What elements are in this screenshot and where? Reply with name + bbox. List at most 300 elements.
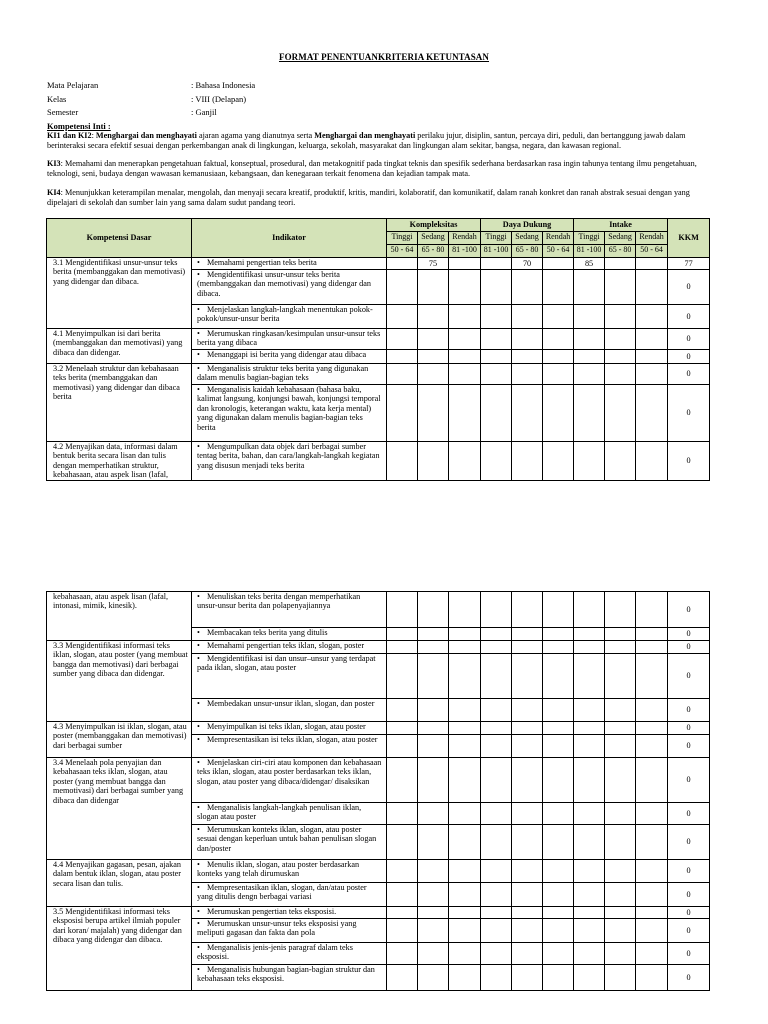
- value-cell[interactable]: [636, 442, 668, 481]
- value-cell[interactable]: [574, 735, 605, 758]
- value-cell[interactable]: [574, 907, 605, 919]
- header-range: 81 -100: [449, 245, 481, 258]
- value-cell[interactable]: [543, 699, 574, 722]
- value-cell[interactable]: [605, 270, 636, 305]
- value-cell[interactable]: [543, 385, 574, 442]
- value-cell[interactable]: [605, 735, 636, 758]
- value-cell[interactable]: [481, 270, 512, 305]
- value-cell[interactable]: [418, 943, 449, 965]
- indikator-text: Menganalisis kaidah kebahasaan (bahasa baku, kalimat langsung, konjungsi bawah, konjungsi temporal dan kronologis, keterangan waktu, kata kerja mental) yang digunakan dalam menulis bagian-bagian teks berita: [197, 385, 381, 432]
- value-cell[interactable]: [387, 641, 418, 654]
- value-cell[interactable]: [387, 965, 418, 991]
- value-cell[interactable]: [387, 654, 418, 699]
- value-cell[interactable]: [636, 860, 668, 883]
- value-cell[interactable]: [512, 919, 543, 943]
- bullet-icon: •: [197, 825, 200, 834]
- value-cell[interactable]: [418, 919, 449, 943]
- indikator-text: Mempresentasikan iklan, slogan, dan/atau poster yang ditulis dengn berbagai variasi: [197, 883, 367, 902]
- value-cell[interactable]: [418, 965, 449, 991]
- value-cell[interactable]: [543, 735, 574, 758]
- value-cell[interactable]: [636, 654, 668, 699]
- header-range: 81 -100: [574, 245, 605, 258]
- value-cell[interactable]: [574, 883, 605, 907]
- value-cell[interactable]: [387, 758, 418, 803]
- header-daya-dukung: Daya Dukung: [481, 219, 574, 232]
- header-range: 81 -100: [481, 245, 512, 258]
- value-cell[interactable]: [481, 965, 512, 991]
- value-cell[interactable]: [636, 883, 668, 907]
- value-cell[interactable]: [387, 803, 418, 825]
- value-cell[interactable]: [605, 943, 636, 965]
- value-cell[interactable]: [636, 699, 668, 722]
- kkm-cell: 0: [668, 329, 710, 350]
- value-cell[interactable]: [512, 654, 543, 699]
- value-cell[interactable]: [543, 883, 574, 907]
- value-cell[interactable]: [543, 641, 574, 654]
- value-cell[interactable]: [636, 641, 668, 654]
- value-cell[interactable]: [512, 270, 543, 305]
- header-intake: Intake: [574, 219, 668, 232]
- header-level: Sedang: [418, 232, 449, 245]
- value-cell[interactable]: [481, 722, 512, 735]
- value-cell[interactable]: [605, 965, 636, 991]
- value-cell[interactable]: [636, 364, 668, 385]
- value-cell[interactable]: [449, 722, 481, 735]
- value-cell[interactable]: [512, 628, 543, 641]
- kompetensi-dasar-cell: 4.4 Menyajikan gagasan, pesan, ajakan dalam bentuk iklan, slogan, atau poster secara lisan dan tulis.: [47, 860, 192, 907]
- value-cell[interactable]: [512, 305, 543, 329]
- value-cell[interactable]: [418, 860, 449, 883]
- bullet-icon: •: [197, 442, 200, 451]
- value-cell[interactable]: [605, 758, 636, 803]
- value-cell[interactable]: [481, 654, 512, 699]
- indikator-text: Menjelaskan ciri-ciri atau komponen dan kebahasaan teks iklan, slogan, atau poster berdasarkan teks iklan, slogan, atau poster yang dibaca/didengar/ disaksikan: [197, 758, 382, 786]
- kkm-cell: 0: [668, 628, 710, 641]
- value-cell[interactable]: [636, 628, 668, 641]
- value-cell[interactable]: [512, 825, 543, 860]
- value-cell[interactable]: [481, 803, 512, 825]
- value-cell[interactable]: [481, 883, 512, 907]
- value-cell[interactable]: [481, 907, 512, 919]
- value-cell[interactable]: [605, 907, 636, 919]
- bullet-icon: •: [197, 270, 200, 279]
- value-cell[interactable]: [387, 722, 418, 735]
- value-cell[interactable]: [387, 385, 418, 442]
- kompetensi-dasar-cell: 4.2 Menyajikan data, informasi dalam bentuk berita secara lisan dan tulis dengan memperhatikan struktur, kebahasaan, atau aspek lisan (lafal,: [47, 442, 192, 481]
- indikator-cell: [192, 907, 387, 919]
- indikator-cell: [192, 965, 387, 991]
- ki12-sep: :: [91, 131, 96, 140]
- indikator-cell: [192, 592, 387, 628]
- value-cell[interactable]: [449, 592, 481, 628]
- indikator-text: Menyimpulkan isi teks iklan, slogan, atau poster: [207, 722, 366, 731]
- bullet-icon: •: [197, 305, 200, 314]
- value-cell[interactable]: [574, 641, 605, 654]
- header-level: Tinggi: [574, 232, 605, 245]
- value-cell[interactable]: [449, 305, 481, 329]
- value-cell[interactable]: [636, 305, 668, 329]
- value-cell[interactable]: [418, 641, 449, 654]
- value-cell[interactable]: [512, 943, 543, 965]
- value-cell[interactable]: [418, 907, 449, 919]
- indikator-text: Merumuskan pengertian teks eksposisi.: [207, 907, 337, 916]
- value-cell[interactable]: [418, 305, 449, 329]
- table-row: [47, 364, 710, 385]
- value-cell[interactable]: [481, 758, 512, 803]
- value-cell[interactable]: [605, 860, 636, 883]
- value-cell[interactable]: [543, 943, 574, 965]
- value-cell[interactable]: [387, 258, 418, 270]
- value-cell[interactable]: [574, 305, 605, 329]
- value-cell[interactable]: [481, 442, 512, 481]
- value-cell[interactable]: [605, 592, 636, 628]
- ki4-label: KI4: [47, 188, 61, 197]
- value-cell[interactable]: [449, 628, 481, 641]
- value-cell[interactable]: [512, 965, 543, 991]
- value-cell[interactable]: [418, 803, 449, 825]
- value-cell[interactable]: [574, 919, 605, 943]
- value-cell[interactable]: [605, 305, 636, 329]
- meta-value: : Ganjil: [191, 107, 217, 117]
- indikator-cell: [192, 270, 387, 305]
- bullet-icon: •: [197, 965, 200, 974]
- value-cell[interactable]: [418, 758, 449, 803]
- value-cell[interactable]: [574, 758, 605, 803]
- value-cell[interactable]: [636, 722, 668, 735]
- value-cell[interactable]: [387, 628, 418, 641]
- value-cell[interactable]: [605, 350, 636, 364]
- kkm-cell: 0: [668, 825, 710, 860]
- ki12-label: KI1 dan KI2: [47, 131, 92, 140]
- value-cell[interactable]: [512, 758, 543, 803]
- value-cell[interactable]: [449, 258, 481, 270]
- value-cell[interactable]: [636, 965, 668, 991]
- indikator-cell: [192, 654, 387, 699]
- value-cell[interactable]: [481, 364, 512, 385]
- table-row: [47, 907, 710, 919]
- value-cell[interactable]: [387, 592, 418, 628]
- indikator-cell: [192, 385, 387, 442]
- value-cell[interactable]: [481, 825, 512, 860]
- indikator-text: Menganalisis jenis-jenis paragraf dalam teks eksposisi.: [197, 943, 353, 962]
- indikator-text: Memahami pengertian teks berita: [207, 258, 317, 267]
- indikator-cell: [192, 305, 387, 329]
- value-cell[interactable]: [605, 699, 636, 722]
- value-cell[interactable]: [481, 641, 512, 654]
- value-cell[interactable]: [387, 329, 418, 350]
- value-cell[interactable]: [574, 329, 605, 350]
- value-cell[interactable]: [636, 258, 668, 270]
- value-cell[interactable]: [418, 722, 449, 735]
- kompetensi-dasar-cell: 3.4 Menelaah pola penyajian dan kebahasaan teks iklan, slogan, atau poster (yang membuat bangga dan memotivasi) dari berbagai sumber yang dibaca dan didengar: [47, 758, 192, 860]
- value-cell[interactable]: [605, 654, 636, 699]
- value-cell[interactable]: [543, 628, 574, 641]
- value-cell[interactable]: [418, 350, 449, 364]
- indikator-cell: [192, 860, 387, 883]
- value-cell[interactable]: [387, 699, 418, 722]
- value-cell[interactable]: [481, 258, 512, 270]
- value-cell[interactable]: [481, 329, 512, 350]
- value-cell[interactable]: [449, 965, 481, 991]
- value-cell[interactable]: [449, 883, 481, 907]
- value-cell[interactable]: 85: [574, 258, 605, 270]
- value-cell[interactable]: [512, 350, 543, 364]
- value-cell[interactable]: [543, 654, 574, 699]
- value-cell[interactable]: [418, 329, 449, 350]
- value-cell[interactable]: [543, 860, 574, 883]
- value-cell[interactable]: [543, 329, 574, 350]
- value-cell[interactable]: [387, 943, 418, 965]
- value-cell[interactable]: [418, 385, 449, 442]
- kkm-cell: 0: [668, 305, 710, 329]
- value-cell[interactable]: [512, 592, 543, 628]
- value-cell[interactable]: [543, 758, 574, 803]
- table-row: [47, 758, 710, 803]
- value-cell[interactable]: [574, 825, 605, 860]
- value-cell[interactable]: [574, 860, 605, 883]
- value-cell[interactable]: [605, 883, 636, 907]
- value-cell[interactable]: [574, 628, 605, 641]
- indikator-text: Menjelaskan langkah-langkah menentukan pokok-pokok/unsur-unsur berita: [197, 305, 373, 324]
- value-cell[interactable]: [543, 592, 574, 628]
- value-cell[interactable]: [636, 735, 668, 758]
- value-cell[interactable]: [605, 364, 636, 385]
- value-cell[interactable]: [387, 735, 418, 758]
- value-cell[interactable]: [449, 364, 481, 385]
- value-cell[interactable]: [512, 364, 543, 385]
- value-cell[interactable]: [512, 803, 543, 825]
- value-cell[interactable]: [543, 907, 574, 919]
- value-cell[interactable]: [574, 803, 605, 825]
- header-level: Rendah: [636, 232, 668, 245]
- value-cell[interactable]: [481, 943, 512, 965]
- value-cell[interactable]: [449, 825, 481, 860]
- value-cell[interactable]: [574, 965, 605, 991]
- value-cell[interactable]: [543, 965, 574, 991]
- value-cell[interactable]: [543, 270, 574, 305]
- table-row: [47, 860, 710, 883]
- value-cell[interactable]: [418, 442, 449, 481]
- value-cell[interactable]: [543, 305, 574, 329]
- value-cell[interactable]: [387, 270, 418, 305]
- ki3-paragraph: [47, 159, 709, 178]
- value-cell[interactable]: [636, 270, 668, 305]
- indikator-text: Mengidentifikasi isi dan unsur–unsur yang terdapat pada iklan, slogan, atau poster: [197, 654, 376, 673]
- ki12-mid: ajaran agama yang dianutnya serta: [196, 131, 315, 140]
- value-cell[interactable]: [636, 943, 668, 965]
- value-cell[interactable]: [449, 329, 481, 350]
- indikator-text: Mengidentifikasi unsur-unsur teks berita (membanggakan dan memotivasi) yang didengar dan dibaca.: [197, 270, 371, 298]
- value-cell[interactable]: [543, 442, 574, 481]
- bullet-icon: •: [197, 758, 200, 767]
- value-cell[interactable]: [574, 270, 605, 305]
- value-cell[interactable]: [387, 350, 418, 364]
- value-cell[interactable]: [512, 735, 543, 758]
- value-cell[interactable]: [418, 735, 449, 758]
- table-row: [47, 722, 710, 735]
- header-kompleksitas: Kompleksitas: [387, 219, 481, 232]
- indikator-cell: [192, 258, 387, 270]
- value-cell[interactable]: [605, 329, 636, 350]
- value-cell[interactable]: [481, 699, 512, 722]
- value-cell[interactable]: [481, 735, 512, 758]
- value-cell[interactable]: [481, 350, 512, 364]
- value-cell[interactable]: [543, 803, 574, 825]
- value-cell[interactable]: [512, 860, 543, 883]
- value-cell[interactable]: [605, 442, 636, 481]
- value-cell[interactable]: [418, 270, 449, 305]
- value-cell[interactable]: [636, 825, 668, 860]
- value-cell[interactable]: [449, 654, 481, 699]
- bullet-icon: •: [197, 654, 200, 663]
- value-cell[interactable]: [481, 592, 512, 628]
- value-cell[interactable]: [636, 350, 668, 364]
- value-cell[interactable]: [512, 329, 543, 350]
- value-cell[interactable]: [543, 919, 574, 943]
- value-cell[interactable]: [543, 364, 574, 385]
- value-cell[interactable]: [449, 641, 481, 654]
- bullet-icon: •: [197, 641, 200, 650]
- value-cell[interactable]: [387, 305, 418, 329]
- value-cell[interactable]: [387, 860, 418, 883]
- value-cell[interactable]: [418, 628, 449, 641]
- value-cell[interactable]: [449, 943, 481, 965]
- value-cell[interactable]: [605, 385, 636, 442]
- value-cell[interactable]: [449, 919, 481, 943]
- indikator-text: Menganalisis struktur teks berita yang digunakan dalam menulis bagian-bagian teks: [197, 364, 369, 383]
- ki12-bold-1: Menghargai dan menghayati: [95, 131, 197, 140]
- value-cell[interactable]: [574, 442, 605, 481]
- value-cell[interactable]: [449, 699, 481, 722]
- value-cell[interactable]: [636, 592, 668, 628]
- value-cell[interactable]: [543, 350, 574, 364]
- value-cell[interactable]: [605, 258, 636, 270]
- value-cell[interactable]: [449, 385, 481, 442]
- value-cell[interactable]: [574, 699, 605, 722]
- value-cell[interactable]: [449, 803, 481, 825]
- value-cell[interactable]: [449, 860, 481, 883]
- bullet-icon: •: [197, 735, 200, 744]
- kkm-cell: 0: [668, 442, 710, 481]
- value-cell[interactable]: [418, 883, 449, 907]
- value-cell[interactable]: [636, 329, 668, 350]
- value-cell[interactable]: [543, 258, 574, 270]
- header-range: 50 - 64: [543, 245, 574, 258]
- value-cell[interactable]: [481, 919, 512, 943]
- value-cell[interactable]: [387, 907, 418, 919]
- indikator-cell: [192, 699, 387, 722]
- value-cell[interactable]: [512, 907, 543, 919]
- value-cell[interactable]: 75: [418, 258, 449, 270]
- value-cell[interactable]: [387, 919, 418, 943]
- value-cell[interactable]: [418, 825, 449, 860]
- value-cell[interactable]: [512, 699, 543, 722]
- value-cell[interactable]: [418, 654, 449, 699]
- bullet-icon: •: [197, 592, 200, 601]
- value-cell[interactable]: [387, 364, 418, 385]
- value-cell[interactable]: [574, 350, 605, 364]
- value-cell[interactable]: [605, 641, 636, 654]
- value-cell[interactable]: [449, 350, 481, 364]
- value-cell[interactable]: [449, 442, 481, 481]
- indikator-text: Menanggapi isi berita yang didengar atau dibaca: [207, 350, 367, 359]
- header-range: 50 - 64: [636, 245, 668, 258]
- ki3-text: : Memahami dan menerapkan pengetahuan faktual, konseptual, prosedural, dan metakognitif pada tingkat teknis dan spesifik sederhana berdasarkan rasa ingin tahunya tentang ilmu pengetahuan, teknologi, seni, budaya dengan wawasan kemanusiaan, kebangsaan, dan kenegaraan terkait fenomena dan kejadian tampak mata.: [47, 159, 697, 178]
- value-cell[interactable]: [574, 943, 605, 965]
- value-cell[interactable]: [574, 592, 605, 628]
- indikator-text: Menuliskan teks berita dengan memperhatikan unsur-unsur berita dan polapenyajiannya: [197, 592, 361, 611]
- value-cell[interactable]: [605, 803, 636, 825]
- value-cell[interactable]: [418, 699, 449, 722]
- table-row: [47, 641, 710, 654]
- value-cell[interactable]: [605, 919, 636, 943]
- value-cell[interactable]: [636, 803, 668, 825]
- ki4-paragraph: [47, 188, 709, 207]
- indikator-cell: [192, 628, 387, 641]
- value-cell[interactable]: [574, 722, 605, 735]
- value-cell[interactable]: [418, 592, 449, 628]
- kkm-cell: 0: [668, 943, 710, 965]
- bullet-icon: •: [197, 329, 200, 338]
- kompetensi-dasar-cell: 4.3 Menyimpulkan isi iklan, slogan, atau poster (membanggakan dan memotivasi) dari berbagai sumber: [47, 722, 192, 758]
- value-cell[interactable]: [574, 364, 605, 385]
- meta-label: Kelas: [47, 94, 67, 104]
- value-cell[interactable]: [449, 735, 481, 758]
- value-cell[interactable]: [449, 907, 481, 919]
- value-cell[interactable]: [481, 628, 512, 641]
- value-cell[interactable]: [636, 758, 668, 803]
- value-cell[interactable]: [387, 883, 418, 907]
- ki12-bold-2: Menghargai dan menghayati: [314, 131, 416, 140]
- value-cell[interactable]: [574, 385, 605, 442]
- value-cell[interactable]: [387, 825, 418, 860]
- header-range: 65 - 80: [605, 245, 636, 258]
- value-cell[interactable]: 70: [512, 258, 543, 270]
- value-cell[interactable]: [636, 907, 668, 919]
- value-cell[interactable]: [449, 758, 481, 803]
- value-cell[interactable]: [543, 722, 574, 735]
- kkm-cell: 0: [668, 860, 710, 883]
- indikator-text: Merumuskan unsur-unsur teks eksposisi yang meliputi gagasan dan fakta dan pola: [197, 919, 357, 938]
- value-cell[interactable]: [481, 385, 512, 442]
- value-cell[interactable]: [605, 628, 636, 641]
- value-cell[interactable]: [512, 442, 543, 481]
- header-indikator: Indikator: [192, 219, 387, 258]
- value-cell[interactable]: [605, 825, 636, 860]
- kkm-cell: 0: [668, 907, 710, 919]
- bullet-icon: •: [197, 699, 200, 708]
- value-cell[interactable]: [543, 825, 574, 860]
- value-cell[interactable]: [481, 860, 512, 883]
- value-cell[interactable]: [512, 883, 543, 907]
- bullet-icon: •: [197, 364, 200, 373]
- header-level: Rendah: [449, 232, 481, 245]
- value-cell[interactable]: [481, 305, 512, 329]
- value-cell[interactable]: [512, 641, 543, 654]
- ki4-text: : Menunjukkan keterampilan menalar, mengolah, dan menyaji secara kreatif, produktif, kritis, mandiri, kolaboratif, dan komunikatif, dalam ranah konkret dan ranah abstrak sesuai dengan yang dipelajari di sekolah dan sumber lain yang sama dalam sudut pandang teori.: [47, 188, 690, 207]
- value-cell[interactable]: [574, 654, 605, 699]
- table-row: [47, 258, 710, 270]
- value-cell[interactable]: [449, 270, 481, 305]
- kkm-cell: 0: [668, 699, 710, 722]
- value-cell[interactable]: [636, 919, 668, 943]
- value-cell[interactable]: [605, 722, 636, 735]
- value-cell[interactable]: [387, 442, 418, 481]
- value-cell[interactable]: [418, 364, 449, 385]
- value-cell[interactable]: [512, 722, 543, 735]
- value-cell[interactable]: [512, 385, 543, 442]
- value-cell[interactable]: [636, 385, 668, 442]
